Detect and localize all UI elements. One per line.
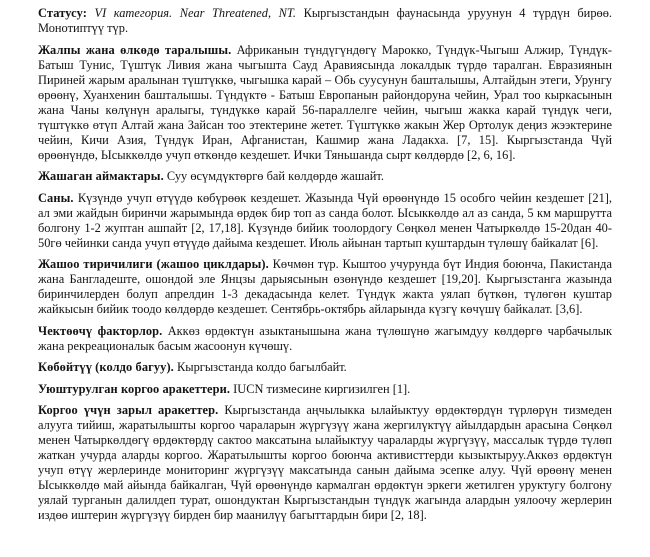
section-organized-conservation: [38, 382, 612, 397]
section-general-distribution: [38, 43, 612, 163]
section-habitat: [38, 169, 612, 184]
section-population-heading: Саны.: [38, 190, 74, 205]
section-general-distribution-heading: Жалпы жана өлкөдө таралышы.: [38, 42, 232, 57]
section-captive-breeding: [38, 360, 612, 375]
section-life-cycle-heading: Жашоо тиричилиги (жашоо циклдары).: [38, 257, 269, 271]
section-status-category: VI категория. Near Threatened, NT.: [94, 6, 296, 20]
section-required-conservation-actions-body: Кыргызстанда аңчылыкка ылайыктуу өрдөктөрдүн түрлөрүн тизмеден алууга тийиш, жаратылышты коргоо чараларын жүргүзүү жана жергилүктүү айылдардын арасына Сөңкөл менен Чатыркөлдөгү өрдөктөрдү сактоо максатына ылайыктуу чараларды жүргүзүү, массалык түрдө түлөп жаткан учурда аларды коргоо. Жаратылышты коргоо боюнча активисттерди кызыктыруу.Аккөз өрдөктүн учуп өтүү жерлеринде мониторинг жүргүзүү максатында санын дайыма эсепке алуу. Чүй өрөөнү менен Ысыккөлдө май айында байкалган, Чүй өрөөнүндө кармалган өрдөктүн эркеги жетилген уруктугу болгону уялай турганын далилдеп турат, ошондуктан Кыргызстандын түндүк жагында алардын уялоочу жерлерин издөө иштерин жүргүзүү бирден бир маанилүү багыттардын бири [2, 18].: [38, 403, 612, 522]
section-status-body: Кыргызстандын фаунасында уруунун 4 түрдүн бирөө. Монотиптүү түр.: [38, 6, 612, 35]
section-life-cycle-body: Көчмөн түр. Кыштоо учурунда бүт Индия боюнча, Пакистанда жана Бангладеште, ошондой эле Янцзы дарыясынын өзөнүндө кездешет [19,20]. Кыргызстанга жазында биринчилерден болуп апрелдин 1-3 декадасында келет. Түндүк жакта уялап бүткөн, түлөгөн куштар жайкысын бийик тоодо көлдөрдө кездешет. Сентябрь-октябрь айларында күзгү көчүшү байкалат. [3,6].: [38, 257, 612, 316]
section-captive-breeding-heading: Көбөйтүү (колдо багуу).: [38, 360, 174, 374]
section-habitat-heading: Жашаган аймактары.: [38, 169, 164, 183]
section-limiting-factors: [38, 324, 612, 354]
section-captive-breeding-body: Кыргызстанда колдо багылбайт.: [176, 360, 347, 374]
section-general-distribution-body: Африканын түндүгүндөгү Марокко, Түндүк-Чыгыш Алжир, Түндүк-Батыш Тунис, Түштүк Ливия жана чыгышта Сауд Аравиясында локалдык түрдө таралган. Евразиянын Пириней жарым аралынан түштүккө, чыгышка карай – Обь суусунун башталышы, Алтайдын этеги, Урунгу өрөөнү, Хуанхенин башталышы. Түндүктө - Батыш Европанын райондоруна чейин, Урал тоо кыркасынын жана Чаны көлүнүн аралыгы, түндүккө карай 56-параллелге чейин, чыгыш жакка карай түндүк чеги, түштүккө өтүп Алтай жана Зайсан тоо этектерине жетет. Түштүккө жакын Жер Ортолук деңиз жээктерине чейин, Кичи Азия, Түндүк Иран, Афганистан, Кашмир жана Ладакха. [7, 15]. Кыргызстанда Чүй өрөөнүндө, Ысыккөлдө учуп өткөндө кездешет. Ички Тяньшанда сырт көлдөрдө [2, 6, 16].: [38, 42, 613, 162]
section-required-conservation-actions-heading: Коргоо үчүн зарыл аракеттер.: [38, 403, 219, 417]
section-habitat-body: Суу өсүмдүктөргө бай көлдөрдө жашайт.: [166, 169, 384, 183]
section-population-body: Күзүндө учуп өтүүдө көбүрөөк кездешет. Жазында Чүй өрөөнүндө 15 особго чейин кездешет [21], ал эми жайдын биринчи жарымында өрдөк бир топ аз санда болот. Ысыккөлдө ал аз санда, 5 км маршрутта болгону 1-2 жуптан ашпайт [2, 17,18]. Күзүндө бийик тоолордогу Сөңкөл менен Чатыркөлдө 15-20дан 40-50гө чейинки санда учуп өтүүдө дайыма кездешет. Июль айынан тартып куштардын түлөшү байкалат [6].: [38, 190, 612, 250]
section-life-cycle: [38, 257, 612, 317]
section-organized-conservation-heading: Уюштурулган коргоо аракеттери.: [38, 381, 231, 396]
section-limiting-factors-body: Аккөз өрдөктүн азыктанышына жана түлөшүнө жагымдуу көлдөргө чарбачылык жана рекреационалык басым жасоонун күчөшү.: [38, 323, 612, 353]
section-organized-conservation-body: IUCN тизмесине киргизилген [1].: [233, 381, 411, 396]
section-status: [38, 6, 612, 36]
section-population: [38, 191, 612, 251]
section-limiting-factors-heading: Чектөөчү факторлор.: [38, 323, 163, 338]
section-status-heading: Статусу:: [38, 6, 87, 20]
section-required-conservation-actions: [38, 403, 612, 523]
